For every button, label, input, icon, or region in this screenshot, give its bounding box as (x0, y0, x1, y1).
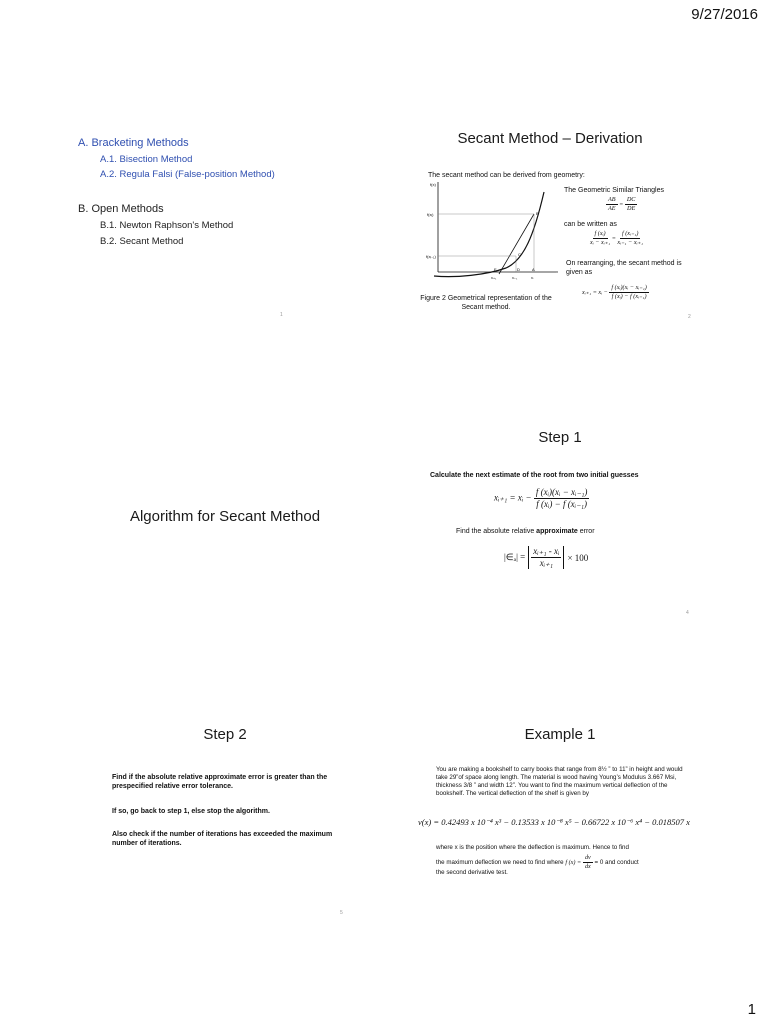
where-line2-fx: f (x) = (565, 859, 582, 867)
f-ratio-rhs-den: xᵢ₋₁ − xᵢ₊₁ (617, 239, 643, 246)
derivation-intro: The secant method can be derived from geometry: (428, 172, 585, 179)
example-where-line3: the second derivative test. (436, 869, 508, 876)
f-ratio-lhs-den: xᵢ − xᵢ₊₁ (590, 239, 611, 246)
graph-label-d: D (517, 267, 520, 272)
find-error-prefix: Find the absolute relative (456, 528, 535, 535)
step2-paragraph-3: Also check if the number of iterations has exceeded the maximum number of iterations. (112, 831, 333, 847)
function-ratio-equation: $\frac{\text{f (xᵢ)}}{\text{xᵢ − xᵢ₊₁}}$ = $\frac{\text{f (xᵢ₋₁)}}{\text{xᵢ₋₁ − xᵢ₊₁}}$ (590, 230, 643, 246)
step1-formula-den: f (xᵢ) − f (xᵢ₋₁) (536, 499, 587, 509)
step1-formula-num: f (xᵢ)(xᵢ − xᵢ₋₁) (535, 487, 588, 497)
step1-formula-lhs: xᵢ₊₁ = xᵢ − (494, 492, 532, 503)
header-date: 9/27/2016 (691, 6, 758, 23)
ratio-equation: $\frac{AB}{AE}$ = $\frac{DC}{DE}$ (608, 196, 636, 212)
f-ratio-rhs-num: f (xᵢ₋₁) (621, 230, 639, 237)
slide-step1 (410, 420, 710, 630)
ratio-lhs-den: AE (608, 205, 616, 212)
graph-label-c: C (518, 252, 521, 257)
f-ratio-lhs-num: f (xᵢ) (594, 230, 606, 237)
graph-label-fx: f(x) (430, 182, 436, 187)
page-number: 1 (747, 1001, 756, 1018)
error-formula-lhs: |∈ₐ| = (504, 552, 526, 562)
graph-label-fxim1: f(xᵢ₋₁) (426, 254, 436, 259)
outline-item-a2: A.2. Regula Falsi (False-position Method) (100, 169, 275, 180)
error-formula-multiplier: × 100 (567, 552, 589, 563)
slide-number: 4 (686, 610, 689, 616)
graph-label-xi: xᵢ (531, 276, 534, 280)
slide-algorithm (70, 420, 380, 630)
outline-heading-b: B. Open Methods (78, 203, 164, 215)
outline-item-b2: B.2. Secant Method (100, 236, 184, 247)
example-where-line1: where x is the position where the deflection is maximum. Hence to find (436, 844, 629, 851)
error-formula-den: xᵢ₊₁ (539, 558, 553, 568)
outline-item-a1: A.1. Bisection Method (100, 154, 193, 165)
ratio-rhs-den: DE (627, 205, 636, 212)
step2-paragraph-1: Find if the absolute relative approximate error is greater than the prespecified relative error tolerance. (112, 774, 328, 790)
slide-title: Secant Method – Derivation (457, 130, 643, 147)
graph-label-b: B (536, 211, 539, 216)
find-error-bold: approximate (536, 528, 578, 535)
graph-label-xip1: xᵢ₊₁ (491, 276, 497, 280)
derivative-den: dx (584, 863, 591, 870)
example-paragraph: You are making a bookshelf to carry books that range from 8½ ” to 11” in height and would take 29”of space along length. The material is wood having Young’s Modulus 3.667 Msi, thickness 3/8 ” and width 12”. You want to find the maximum vertical deflection of the bookshelf. The vertical deflection of the shelf is given by (436, 766, 683, 797)
graph-label-xim1: xᵢ₋₁ (512, 276, 518, 280)
ratio-rhs-num: DC (626, 196, 636, 203)
slide-outline (70, 130, 380, 340)
written-as-label: can be written as (564, 221, 617, 228)
slide-number: 2 (688, 314, 691, 320)
where-line2-suffix: = 0 and conduct (594, 859, 639, 867)
figure-caption: Figure 2 Geometrical representation of the Secant method. (420, 295, 552, 311)
outline-heading-a: A. Bracketing Methods (78, 137, 189, 149)
rearranging-text: On rearranging, the secant method is given as (566, 260, 682, 276)
graph-label-x: x (556, 269, 558, 274)
slide-number: 5 (340, 910, 343, 916)
graph-label-fxi: f(xᵢ) (427, 212, 434, 217)
secant-formula-num: f (xᵢ)(xᵢ − xᵢ₋₁) (611, 284, 647, 291)
graph-label-a: A (532, 267, 535, 272)
deflection-equation: v(x) = 0.42493 x 10⁻⁴ x³ − 0.13533 x 10⁻⁸ x⁵ − 0.66722 x 10⁻⁶ x⁴ − 0.018507 x (418, 817, 690, 827)
find-error-text (456, 527, 595, 536)
similar-triangles-label: The Geometric Similar Triangles (564, 187, 664, 194)
relative-error-formula (504, 546, 588, 569)
error-formula-num: xᵢ₊₁ - xᵢ (533, 546, 560, 556)
slide-step2 (70, 720, 380, 930)
secant-formula (582, 284, 649, 301)
slide-example1 (400, 720, 720, 930)
slide-derivation (390, 128, 710, 338)
graph-label-e: E (494, 267, 497, 272)
derivative-num: dv (584, 854, 591, 861)
slide-title: Step 1 (538, 429, 582, 446)
slide-title: Step 2 (203, 726, 247, 743)
slide-title: Algorithm for Secant Method (129, 508, 321, 525)
secant-formula-lhs: xᵢ₊₁ = xᵢ − (582, 288, 608, 296)
secant-formula-den: f (xᵢ) − f (xᵢ₋₁) (611, 293, 647, 300)
slide-number: 1 (280, 312, 283, 318)
ratio-lhs-num: AB (608, 196, 616, 203)
step1-formula (494, 487, 589, 510)
step1-instruction: Calculate the next estimate of the root from two initial guesses (430, 472, 639, 479)
where-line2-prefix: the maximum deflection we need to find where (436, 859, 564, 867)
slide-title: Example 1 (524, 726, 596, 743)
secant-graph (426, 180, 562, 282)
outline-item-b1: B.1. Newton Raphson's Method (100, 220, 234, 231)
step2-paragraph-2: If so, go back to step 1, else stop the algorithm. (112, 808, 270, 815)
find-error-suffix: error (579, 528, 595, 535)
